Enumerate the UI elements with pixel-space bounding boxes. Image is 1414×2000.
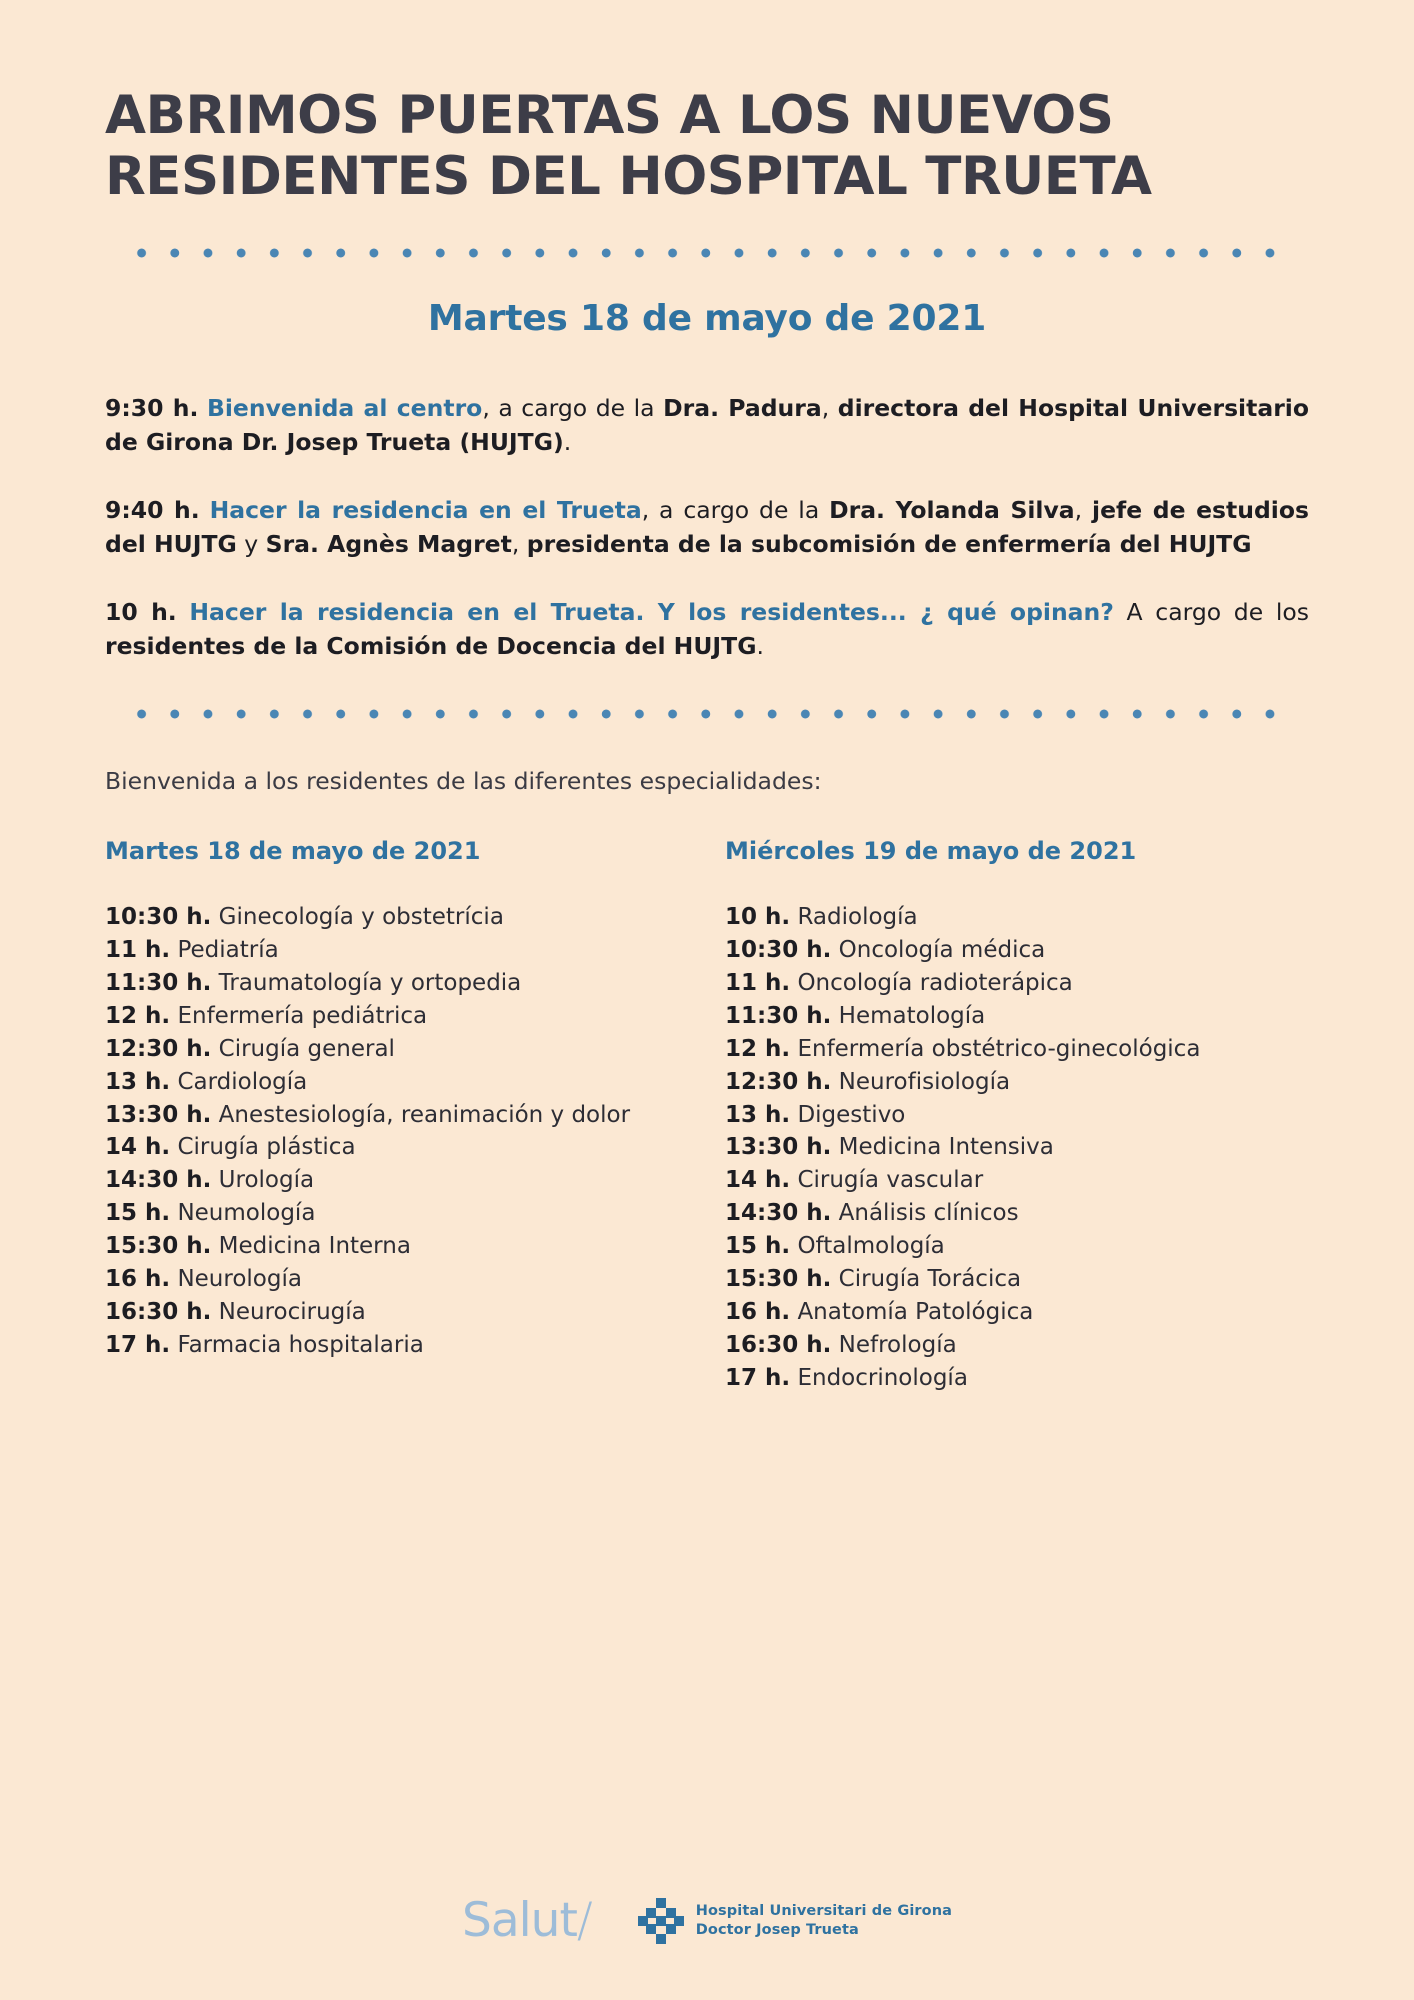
- list-item-time: 11:30 h.: [725, 1002, 832, 1029]
- list-item-label: Hematología: [838, 1002, 986, 1029]
- list-item: [725, 1197, 1309, 1230]
- program-list: [105, 391, 1309, 663]
- list-item: [725, 901, 1309, 934]
- list-item-time: 10 h.: [725, 904, 791, 931]
- list-item-time: 12:30 h.: [725, 1068, 832, 1095]
- list-item: [105, 1099, 707, 1132]
- list-item-label: Radiología: [797, 904, 918, 931]
- list-item: [105, 1296, 707, 1329]
- list-item-time: 11:30 h.: [105, 970, 212, 997]
- schedule-column-wednesday: [707, 837, 1309, 1394]
- list-item-label: Análisis clínicos: [838, 1200, 1019, 1227]
- list-item-label: Neurofisiología: [838, 1068, 1011, 1095]
- list-item: [105, 1164, 707, 1197]
- list-item: [105, 1033, 707, 1066]
- program-item-2-bold-1: Dra. Yolanda Silva: [829, 496, 1075, 525]
- list-item-label: Neumología: [170, 1200, 316, 1227]
- list-item: [105, 967, 707, 1000]
- list-item: [725, 1131, 1309, 1164]
- list-item-label: Neurología: [170, 1265, 302, 1292]
- list-item-label: Cirugía vascular: [797, 1167, 984, 1194]
- list-item-label: Anestesiología, reanimación y dolor: [211, 1101, 631, 1128]
- list-item-time: 13 h.: [725, 1101, 791, 1128]
- salut-logo-word: Salut: [461, 1893, 577, 1948]
- program-item-2-highlight: Hacer la residencia en el Trueta: [209, 496, 642, 525]
- list-item: [105, 1197, 707, 1230]
- list-item: [725, 1099, 1309, 1132]
- list-item-time: 11 h.: [105, 937, 171, 964]
- list-item: [105, 1131, 707, 1164]
- list-item: [725, 1329, 1309, 1362]
- list-item-time: 15:30 h.: [105, 1233, 212, 1260]
- list-item: [725, 967, 1309, 1000]
- salut-logo: [462, 1893, 592, 1948]
- program-item-1-time: 9:30 h.: [105, 393, 199, 422]
- main-date: Martes 18 de mayo de 2021: [427, 297, 987, 339]
- list-item-time: 10:30 h.: [725, 937, 832, 964]
- list-item-time: 16 h.: [725, 1298, 791, 1325]
- program-item-2-bold-3: Sra. Agnès Magret: [265, 530, 512, 559]
- list-item-label: Traumatología y ortopedia: [218, 970, 522, 997]
- program-item-1-bold-2: directora del Hospital Universitario de Girona Dr. Josep Trueta (HUJTG): [105, 393, 1309, 456]
- list-item-time: 16:30 h.: [725, 1331, 832, 1358]
- list-item: [105, 1066, 707, 1099]
- list-item: [105, 1329, 707, 1362]
- list-item: [105, 934, 707, 967]
- list-item-label: Enfermería pediátrica: [177, 1002, 428, 1029]
- program-item-3-plain-1: A cargo de los: [1113, 598, 1309, 627]
- program-item-2-plain-3: y: [236, 530, 266, 559]
- list-item-label: Digestivo: [797, 1101, 906, 1128]
- program-item-1-bold-1: Dra. Padura: [663, 393, 822, 422]
- list-item-label: Medicina Interna: [211, 1233, 411, 1260]
- list-item-label: Oncología radioterápica: [797, 970, 1073, 997]
- page-title-line-1: ABRIMOS PUERTAS A LOS NUEVOS: [105, 85, 1114, 146]
- list-item-time: 11 h.: [725, 970, 791, 997]
- list-item-time: 14:30 h.: [725, 1200, 832, 1227]
- program-item-1-plain-2: ,: [821, 393, 838, 422]
- program-item-2-plain-1: , a cargo de la: [641, 496, 830, 525]
- program-item-1: [105, 391, 1309, 459]
- list-item-time: 14 h.: [105, 1134, 171, 1161]
- schedule-column-tuesday-heading: Martes 18 de mayo de 2021: [105, 837, 481, 866]
- list-item-label: Cirugía general: [218, 1035, 395, 1062]
- program-item-2: [105, 493, 1309, 561]
- list-item-label: Nefrología: [838, 1331, 957, 1358]
- salut-logo-slash: /: [576, 1893, 592, 1948]
- list-item-time: 14:30 h.: [105, 1167, 212, 1194]
- page-title: [105, 0, 1309, 208]
- welcome-line: Bienvenida a los residentes de las diferentes especialidades:: [105, 767, 822, 796]
- list-item-time: 15:30 h.: [725, 1265, 832, 1292]
- list-item-label: Medicina Intensiva: [838, 1134, 1054, 1161]
- hospital-logo-text: [696, 1902, 952, 1938]
- footer-logos: [0, 1893, 1414, 1948]
- list-item-label: Urología: [211, 1167, 315, 1194]
- list-item: [725, 1033, 1309, 1066]
- hospital-logo-line-1: Hospital Universitari de Girona: [695, 1903, 953, 1920]
- program-item-3: [105, 595, 1309, 663]
- list-item-label: Farmacia hospitalaria: [177, 1331, 424, 1358]
- dotted-divider-bottom: [125, 707, 1289, 721]
- program-item-3-highlight: Hacer la residencia en el Trueta. Y los residentes... ¿ qué opinan?: [189, 598, 1114, 627]
- program-item-2-plain-4: ,: [511, 530, 527, 559]
- program-item-3-bold-1: residentes de la Comisión de Docencia del HUJTG: [105, 632, 757, 661]
- list-item-time: 13 h.: [105, 1068, 171, 1095]
- list-item-label: Cirugía plástica: [170, 1134, 356, 1161]
- page-title-line-2: RESIDENTES DEL HOSPITAL TRUETA: [105, 146, 1152, 208]
- list-item-label: Endocrinología: [797, 1364, 968, 1391]
- list-item-time: 15 h.: [105, 1200, 171, 1227]
- list-item: [105, 901, 707, 934]
- list-item: [725, 1263, 1309, 1296]
- program-item-2-bold-4: presidenta de la subcomisión de enfermería del HUJTG: [526, 530, 1252, 559]
- program-item-2-plain-2: ,: [1074, 496, 1093, 525]
- program-item-3-time: 10 h.: [105, 598, 177, 627]
- program-item-3-plain-2: .: [756, 632, 764, 661]
- list-item-label: Neurocirugía: [211, 1298, 366, 1325]
- list-item-label: Cardiología: [170, 1068, 308, 1095]
- list-item: [725, 1296, 1309, 1329]
- list-item: [725, 1066, 1309, 1099]
- list-item-time: 12:30 h.: [105, 1035, 212, 1062]
- list-item-time: 17 h.: [105, 1331, 171, 1358]
- program-item-1-plain-1: , a cargo de la: [482, 393, 664, 422]
- program-item-2-bold-2: jefe de estudios del HUJTG: [105, 496, 1309, 559]
- list-item-time: 17 h.: [725, 1364, 791, 1391]
- list-item-time: 12 h.: [105, 1002, 171, 1029]
- list-item-time: 13:30 h.: [105, 1101, 212, 1128]
- schedule-columns: [105, 837, 1309, 1394]
- list-item: [725, 1000, 1309, 1033]
- program-item-2-time: 9:40 h.: [105, 496, 200, 525]
- list-item: [105, 1000, 707, 1033]
- schedule-column-tuesday: [105, 837, 707, 1394]
- list-item-label: Ginecología y obstetrícia: [211, 904, 504, 931]
- list-item: [725, 934, 1309, 967]
- list-item-label: Pediatría: [177, 937, 279, 964]
- hospital-cross-icon: [638, 1898, 684, 1944]
- dotted-divider-top: [125, 246, 1289, 260]
- list-item: [725, 1362, 1309, 1395]
- program-item-1-plain-3: .: [563, 428, 572, 456]
- list-item: [105, 1230, 707, 1263]
- schedule-list-wednesday: [725, 901, 1309, 1394]
- list-item-label: Enfermería obstétrico-ginecológica: [797, 1035, 1201, 1062]
- list-item-time: 13:30 h.: [725, 1134, 832, 1161]
- hospital-logo-line-2: Doctor Josep Trueta: [695, 1921, 859, 1938]
- list-item-time: 12 h.: [725, 1035, 791, 1062]
- list-item-time: 10:30 h.: [105, 904, 212, 931]
- list-item-time: 15 h.: [725, 1233, 791, 1260]
- list-item-time: 14 h.: [725, 1167, 791, 1194]
- list-item: [105, 1263, 707, 1296]
- hospital-logo: [638, 1898, 952, 1944]
- list-item-time: 16 h.: [105, 1265, 171, 1292]
- schedule-list-tuesday: [105, 901, 707, 1361]
- schedule-column-wednesday-heading: Miércoles 19 de mayo de 2021: [725, 837, 1137, 866]
- list-item: [725, 1164, 1309, 1197]
- list-item-label: Cirugía Torácica: [838, 1265, 1022, 1292]
- list-item-label: Anatomía Patológica: [797, 1298, 1034, 1325]
- program-item-1-highlight: Bienvenida al centro: [206, 393, 483, 422]
- list-item-time: 16:30 h.: [105, 1298, 212, 1325]
- list-item-label: Oftalmología: [797, 1233, 945, 1260]
- list-item-label: Oncología médica: [838, 937, 1046, 964]
- list-item: [725, 1230, 1309, 1263]
